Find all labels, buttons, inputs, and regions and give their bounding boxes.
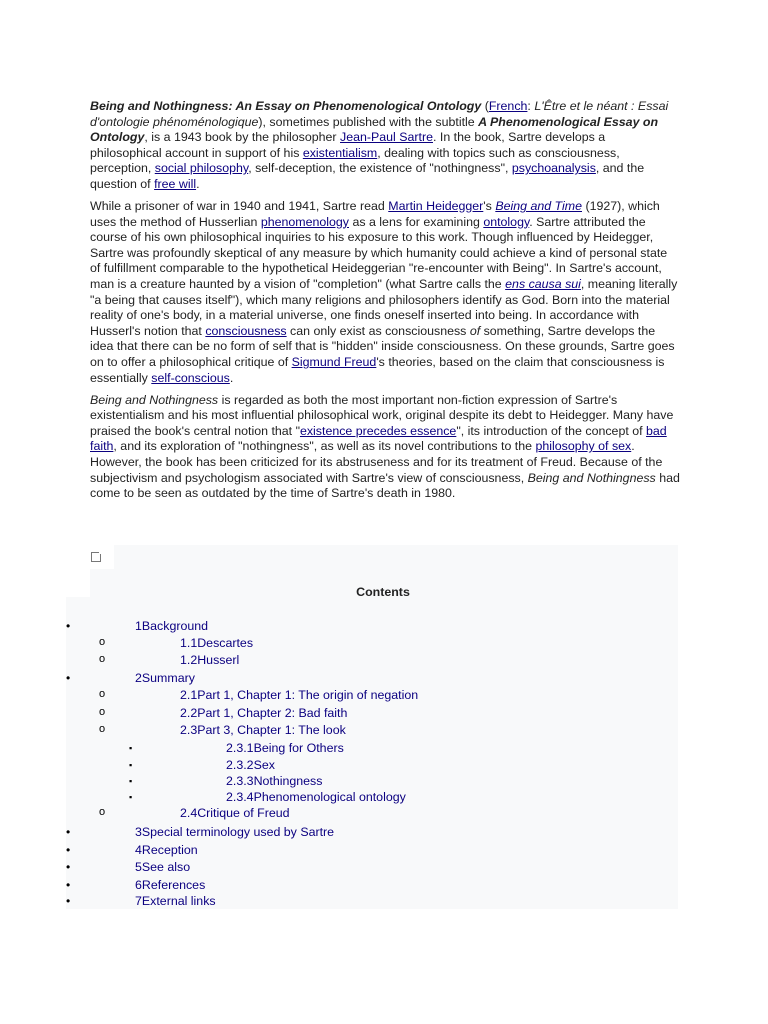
toc-bullet: •: [66, 843, 71, 857]
link-being-and-time[interactable]: Being and Time: [495, 199, 582, 214]
toc-entry[interactable]: [135, 894, 216, 908]
toc-number: 1: [135, 619, 142, 633]
toc-link[interactable]: [226, 790, 406, 804]
toc-link[interactable]: [135, 843, 198, 857]
toc-link[interactable]: [135, 825, 334, 839]
reception-paragraph: Being and Nothingness is regarded as both the most important non-fiction expression of Sartre's existentialism and his most influential philosophical work, original despite its debt to Heidegger. Many have praised the book's central notion that "existence precedes essence", its introduction of the concept of bad faith, and its exploration of "nothingness", as well as its novel contributions to the philosophy of sex. However, the book has been criticized for its abstruseness and for its treatment of Freud. Because of the subjectivism and psychologism associated with Sartre's view of consciousness, Being and Nothingness had come to be seen as outdated by the time of Sartre's death in 1980.: [90, 392, 680, 501]
intro-paragraph: Being and Nothingness: An Essay on Phenomenological Ontology (French: L'Être et le néant : Essai d'ontologie phénoménologique), sometimes published with the subtitle A Phenomenological Essay on Ontology, is a 1943 book by the philosopher Jean-Paul Sartre. In the book, Sartre develops a philosophical account in support of his existentialism, dealing with topics such as consciousness, perception, social philosophy, self-deception, the existence of "nothingness", psychoanalysis, and the question of free will.: [90, 99, 669, 191]
toc-title: Contents: [356, 585, 410, 599]
toc-number: 2.3.2: [226, 758, 254, 772]
toc-bullet: o: [99, 806, 106, 818]
toc-label: See also: [141, 860, 191, 874]
toc-bullet: o: [99, 636, 106, 648]
toc-label: Critique of Freud: [197, 806, 290, 820]
toc-bullet: •: [66, 825, 71, 839]
toc-entry[interactable]: [180, 706, 347, 720]
toc-bullet: •: [66, 860, 71, 874]
link-consciousness[interactable]: consciousness: [205, 323, 287, 338]
toc-label: Part 1, Chapter 2: Bad faith: [197, 706, 348, 720]
toc-label: Descartes: [197, 636, 254, 650]
toc-link[interactable]: [135, 671, 195, 685]
toc-label: External links: [141, 894, 216, 908]
link-ontology[interactable]: ontology: [483, 214, 530, 229]
toc-entry[interactable]: [135, 843, 198, 857]
toc-bullet: o: [99, 706, 106, 718]
toc-link[interactable]: [226, 741, 344, 755]
toc-number: 1.2: [180, 653, 198, 667]
toc-bullet: o: [99, 723, 106, 735]
toc-bullet: ▪: [129, 792, 133, 802]
link-existentialism[interactable]: existentialism: [302, 145, 378, 160]
toc-link[interactable]: [226, 758, 275, 772]
toc-entry[interactable]: [226, 790, 406, 804]
link-social-philosophy[interactable]: social philosophy: [154, 161, 249, 176]
toc-entry[interactable]: [226, 774, 322, 788]
link-philosophy-of-sex[interactable]: philosophy of sex: [535, 439, 632, 454]
link-ens-causa-sui[interactable]: ens causa sui: [505, 277, 581, 292]
toc-number: 5: [135, 860, 142, 874]
link-free-will[interactable]: free will: [154, 176, 197, 191]
link-freud[interactable]: Sigmund Freud: [291, 355, 377, 369]
toc-bullet: •: [66, 878, 71, 892]
toc-label: Phenomenological ontology: [253, 790, 406, 804]
toc-number: 2.4: [180, 806, 198, 820]
toc-bullet: ▪: [129, 743, 133, 753]
toc-number: 2.3.3: [226, 774, 254, 788]
french-title: L'Être et le néant : Essai d'ontologie phénoménologique: [90, 99, 669, 129]
toc-number: 3: [135, 825, 142, 839]
toc-entry[interactable]: [180, 636, 253, 650]
link-heidegger[interactable]: Martin Heidegger: [388, 199, 484, 214]
toc-bullet: •: [66, 894, 71, 908]
toc-entry[interactable]: [226, 758, 275, 772]
link-bad-faith[interactable]: bad faith: [90, 423, 667, 454]
toc-bullet: •: [66, 619, 71, 633]
toc-number: 2.1: [180, 688, 198, 702]
toc-link[interactable]: [226, 774, 322, 788]
toc-link[interactable]: [135, 894, 216, 908]
toc-label: Summary: [141, 671, 195, 685]
article-body: [90, 99, 680, 508]
link-existence-precedes-essence[interactable]: existence precedes essence: [299, 423, 457, 438]
toc-number: 7: [135, 894, 142, 908]
background-paragraph: While a prisoner of war in 1940 and 1941, Sartre read Martin Heidegger's Being and Time (1927), which uses the method of Husserlian phenomenology as a lens for examining ontology. Sartre attributed the course of his own philosophical inquiries to his exposure to this work. Though influenced by Heidegger, Sartre was profoundly skeptical of any measure by which humanity could achieve a kind of personal state of fulfillment comparable to the hypothetical Heideggerian "re-encounter with Being". In Sartre's account, man is a creature haunted by a vision of "completion" (what Sartre calls the ens causa sui, meaning literally "a being that causes itself"), which many religions and philosophers identify as God. Born into the material reality of one's body, in a material universe, one finds oneself inserted into being. In accordance with Husserl's notion that consciousness can only exist as consciousness of something, Sartre develops the idea that there can be no form of self that is "hidden" inside consciousness. On these grounds, Sartre goes on to offer a philosophical critique of Sigmund Freud's theories, based on the claim that consciousness is essentially self-conscious.: [90, 199, 678, 385]
toc-label: Part 3, Chapter 1: The look: [197, 723, 346, 737]
toc-label: Part 1, Chapter 1: The origin of negation: [197, 688, 419, 702]
toc-bullet: •: [66, 671, 71, 685]
toc-link[interactable]: [135, 878, 205, 892]
toc-link[interactable]: [135, 619, 208, 633]
toc-link[interactable]: [180, 653, 239, 667]
toc-number: 2.3.1: [226, 741, 254, 755]
toc-label: References: [141, 878, 206, 892]
link-psychoanalysis[interactable]: psychoanalysis: [511, 161, 596, 176]
toc-label: Special terminology used by Sartre: [141, 825, 335, 839]
toc-entry[interactable]: [180, 688, 418, 702]
toc-label: Reception: [141, 843, 198, 857]
toc-entry[interactable]: [135, 825, 334, 839]
toc-number: 2.3.4: [226, 790, 254, 804]
toc-label: Nothingness: [253, 774, 323, 788]
toc-entry[interactable]: [135, 878, 205, 892]
link-french[interactable]: French: [488, 99, 528, 113]
toc-bullet: o: [99, 653, 106, 665]
toc-link[interactable]: [180, 723, 346, 737]
toc-number: 4: [135, 843, 142, 857]
article-title: Being and Nothingness: An Essay on Phenomenological Ontology: [90, 99, 482, 113]
toc-label: Background: [141, 619, 209, 633]
link-phenomenology[interactable]: phenomenology: [260, 214, 349, 229]
toc-entry[interactable]: [180, 653, 239, 667]
toc-label: Husserl: [197, 653, 240, 667]
toc-entry[interactable]: [180, 723, 346, 737]
toc-bullet: ▪: [129, 760, 133, 770]
toc-number: 2: [135, 671, 142, 685]
toc-number: 2.3: [180, 723, 198, 737]
toc-number: 2.2: [180, 706, 198, 720]
toc-toggle-checkbox[interactable]: [91, 552, 101, 562]
toc-entry[interactable]: [135, 619, 208, 633]
toc-link[interactable]: [135, 860, 190, 874]
toc-link[interactable]: [180, 706, 347, 720]
toc-entry[interactable]: [226, 741, 344, 755]
toc-entry[interactable]: [180, 806, 290, 820]
toc-link[interactable]: [180, 636, 253, 650]
toc-number: 1.1: [180, 636, 198, 650]
link-sartre[interactable]: Jean-Paul Sartre: [340, 130, 433, 145]
toc-link[interactable]: [180, 688, 418, 702]
toc-number: 6: [135, 878, 142, 892]
toc-entry[interactable]: [135, 860, 190, 874]
toc-bullet: o: [99, 688, 106, 700]
subtitle: A Phenomenological Essay on Ontology: [90, 114, 659, 145]
toc-bullet: ▪: [129, 776, 133, 786]
toc-entry[interactable]: [135, 671, 195, 685]
toc-link[interactable]: [180, 806, 290, 820]
toc-label: Sex: [253, 758, 275, 772]
toc-label: Being for Others: [253, 741, 344, 755]
link-self-conscious[interactable]: self-conscious: [151, 370, 230, 385]
